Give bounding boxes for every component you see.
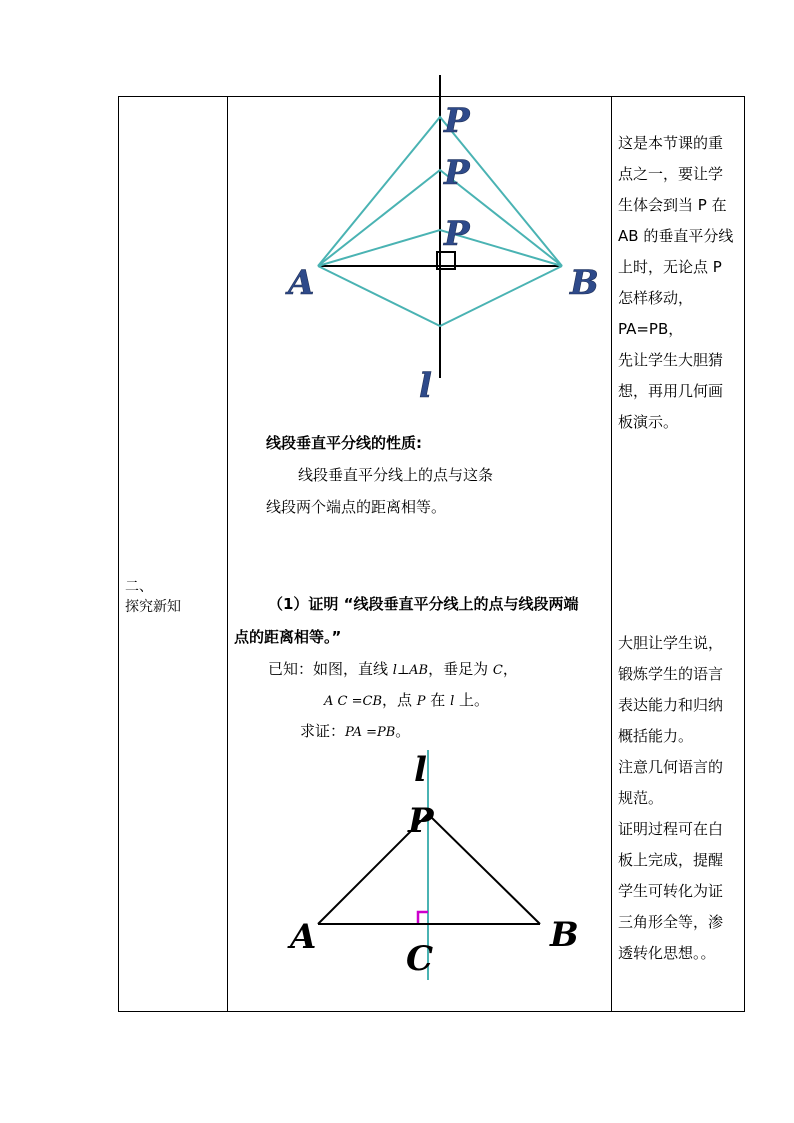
prove-math: PA =PB [345,725,396,740]
table-right-border [744,96,745,1012]
label-l: l [414,750,427,790]
stage-number: 二、 [125,579,153,595]
note-line: 板上完成，提醒 [618,851,724,869]
note-line: 怎样移动，PA=PB， [618,289,694,338]
prove-line [300,720,410,741]
note-line: 生体会到当 P 在 [618,196,727,214]
given-line-1 [268,658,518,679]
table-column-divider-2 [611,96,612,1012]
note-line: 板演示。 [618,413,679,431]
table-bottom-border [118,1011,745,1012]
given2-math-2: P [416,694,426,709]
proof-title-line-1: （1）证明 “线段垂直平分线上的点与线段两端 [268,595,579,613]
given-line-2 [324,689,489,710]
proof-title-line-2: 点的距离相等。” [234,628,342,646]
note-line: 点之一，要让学 [618,165,724,183]
table-left-border [118,96,119,1012]
right-angle-mark [418,912,428,923]
property-heading: 线段垂直平分线的性质: [266,434,422,452]
note-line: 锻炼学生的语言 [618,665,724,683]
given2-math-1: A C =CB [324,694,382,709]
note-line: 注意几何语言的 [618,758,724,776]
note-line: 规范。 [618,789,664,807]
property-line-1: 线段垂直平分线上的点与这条 [298,466,494,484]
label-p1: P [444,101,470,141]
note-line: 大胆让学生说， [618,634,724,652]
perpendicular-bisector-diagram [280,70,610,410]
prove-end: 。 [395,722,411,740]
given-end: ， [502,660,518,678]
label-b: B [550,915,579,955]
note-line: 先让学生大胆猜 [618,351,724,369]
proof-diagram [285,745,585,985]
label-b: B [570,263,599,303]
teaching-notes-top [618,128,740,438]
given2-end: 上。 [454,691,490,709]
note-line: 想，再用几何画 [618,382,724,400]
note-line: 上时，无论点 P [618,258,722,276]
note-line: 学生可转化为证 [618,882,724,900]
given-mid: ，垂足为 [428,660,493,678]
label-p3: P [444,214,470,254]
note-line: 这是本节课的重 [618,134,724,152]
note-line: 透转化思想。。 [618,944,716,962]
note-line: 表达能力和归纳 [618,696,724,714]
label-p2: P [444,153,470,193]
property-line-2: 线段两个端点的距离相等。 [266,498,447,516]
teaching-notes-bottom [618,628,740,969]
stage-label [125,577,220,617]
label-l: l [419,366,432,406]
label-a: A [290,917,317,957]
label-a: A [288,263,315,303]
stage-name: 探究新知 [125,599,181,615]
given2-mid: ，点 [382,691,417,709]
given-prefix: 已知：如图，直线 [268,660,393,678]
note-line: 三角形全等，渗 [618,913,724,931]
note-line: 证明过程可在白 [618,820,724,838]
given-math-1: l⊥AB [392,663,429,678]
given2-mid2: 在 [425,691,451,709]
given2-math-3: l [450,694,455,709]
given-math-2: C [492,663,503,678]
table-column-divider-1 [227,96,228,1012]
prove-prefix: 求证： [300,722,346,740]
note-line: 概括能力。 [618,727,694,745]
note-line: AB 的垂直平分线 [618,227,734,245]
label-c: C [406,939,434,979]
label-p: P [408,801,434,841]
